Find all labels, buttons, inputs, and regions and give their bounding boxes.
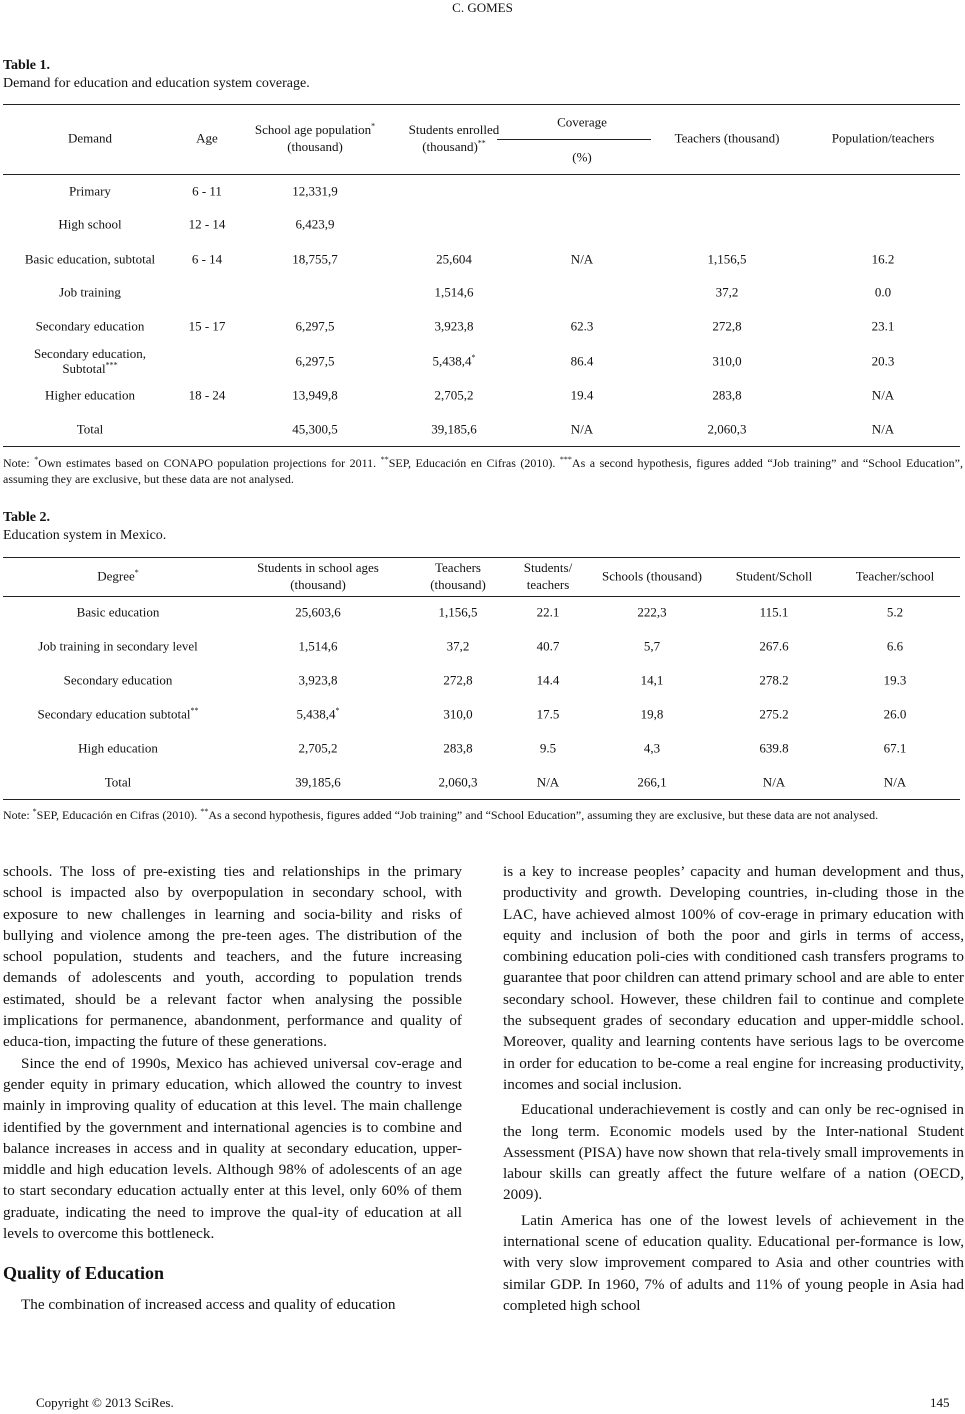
t1-cell: 272,8: [712, 318, 742, 334]
t1-cell: N/A: [871, 421, 895, 437]
t1-cell: 18 - 24: [188, 387, 226, 403]
paragraph: Latin America has one of the lowest levels of achievement in the international scene of education quality. Educational per-formance is low, with very slow improvement compared to Asia and other countries with similar GDP. In 1960, 7% of adults and 11% of young people in Asia had completed high school: [503, 1211, 964, 1314]
t1-cell: 13,949,8: [292, 387, 338, 403]
t2-cell: 1,514,6: [298, 638, 338, 654]
paragraph: The combination of increased access and quality of education: [21, 1296, 396, 1314]
t1-cell: N/A: [871, 387, 895, 403]
t1-header-enrolled: Students enrolled (thousand)**: [408, 122, 500, 154]
t1-cell: 12,331,9: [292, 183, 338, 199]
t2-cell: N/A: [536, 774, 560, 790]
t1-cell: N/A: [570, 421, 594, 437]
table2-top-rule: [3, 557, 960, 558]
t1-cell: 2,705,2: [434, 387, 474, 403]
footer-copyright: Copyright © 2013 SciRes.: [36, 1395, 174, 1410]
t1-cell: 310,0: [712, 353, 742, 369]
t1-cell: 18,755,7: [292, 251, 338, 267]
t2-cell: Secondary education: [63, 672, 173, 688]
t2-cell: 5,7: [643, 638, 661, 654]
t2-cell: 266,1: [637, 774, 667, 790]
t1-cell: Basic education, subtotal: [24, 251, 156, 267]
table2-label: Table 2.: [3, 510, 50, 525]
t1-cell: 20.3: [871, 353, 895, 369]
t2-cell: Job training in secondary level: [38, 638, 198, 654]
t2-cell: 14.4: [536, 672, 560, 688]
t2-cell: 3,923,8: [298, 672, 338, 688]
t2-cell: 40.7: [536, 638, 560, 654]
paragraph: schools. The loss of pre-existing ties and relationships in the primary school is impacted also by overpopulation in secondary school, with exposure to new challenges in learning and socia-bility and risks of bullying and violence among the pre-teen ages. The distribution of the school population, students and teachers, and the future increasing demands of adolescents and youth, according to population trends estimated, should be a relevant factor when analysing the possible implications for permanence, abandonment, performance and quality of educa-tion, impacting the future of these generations.: [3, 863, 462, 1051]
t2-cell: 4,3: [643, 740, 661, 756]
t1-header-teachers: Teachers (thousand): [674, 130, 780, 146]
t1-cell: 1,156,5: [707, 251, 747, 267]
footer-page-number: 145: [930, 1395, 950, 1410]
t2-cell: 2,060,3: [438, 774, 478, 790]
t2-cell: 267.6: [759, 638, 789, 654]
t2-cell: High education: [78, 740, 158, 756]
table2-header-rule: [3, 596, 960, 597]
t2-cell: 5.2: [886, 604, 904, 620]
table2-bottom-rule: [3, 799, 960, 800]
t2-header-student-school: Student/Scholl: [735, 568, 813, 584]
t2-cell: 6.6: [886, 638, 904, 654]
t2-cell: 283,8: [443, 740, 473, 756]
t2-cell: Total: [104, 774, 132, 790]
t2-cell: 25,603,6: [295, 604, 341, 620]
t1-cell: 86.4: [570, 353, 594, 369]
table1-header-rule: [3, 174, 960, 175]
paragraph: Since the end of 1990s, Mexico has achieved universal cov-erage and gender equity in primary education, which allowed the country to invest mainly in improving quality of education at this level. The main challenge identified by the government and international agencies is to combine and balance increases in access and in quality at secondary education, upper-middle and high education levels. Although 98% of adolescents of an age to start secondary education actually enter at this level, only 60% of them graduate, indicating the need to improve the qual-ity of education at all levels to overcome this bottleneck.: [3, 1054, 462, 1243]
t2-cell: 14,1: [640, 672, 664, 688]
t1-cell: Total: [76, 421, 104, 437]
t1-cell: 45,300,5: [292, 421, 338, 437]
t1-cell: 6,297,5: [295, 353, 335, 369]
t2-cell: 275.2: [759, 706, 789, 722]
t1-cell: Secondary education: [35, 318, 145, 334]
left-column: [3, 861, 462, 1316]
t2-header-teacher-school: Teacher/school: [855, 568, 935, 584]
t1-cell: 23.1: [871, 318, 895, 334]
t1-cell: 15 - 17: [188, 318, 226, 334]
t1-cell: High school: [58, 216, 122, 232]
table1-label: Table 1.: [3, 58, 50, 73]
t1-cell: Job training: [59, 284, 121, 300]
table1-note: Note: *Own estimates based on CONAPO population projections for 2011. **SEP, Educación en Cifras (2010). ***As a second hypothesis, figures added “Job training” and “School Education”, assuming they are exclusive, but these data are not analysed.: [3, 455, 963, 486]
t2-header-students-teachers: Students/ teachers: [523, 560, 573, 592]
t2-cell: 17.5: [536, 706, 560, 722]
t2-cell: Basic education: [76, 604, 160, 620]
table1-bottom-rule: [3, 446, 960, 447]
t2-header-teachers: Teachers (thousand): [430, 560, 486, 592]
t1-cell: 19.4: [570, 387, 594, 403]
t2-cell: 19.3: [883, 672, 907, 688]
table1-top-rule: [3, 104, 960, 105]
t2-cell: 5,438,4*: [296, 706, 340, 722]
t1-cell: 62.3: [570, 318, 594, 334]
t1-cell: 25,604: [436, 251, 472, 267]
t1-cell: 12 - 14: [188, 216, 226, 232]
t1-header-coverage-unit: (%): [572, 149, 592, 165]
t1-cell: Higher education: [45, 387, 135, 403]
t2-cell: 67.1: [883, 740, 907, 756]
t1-cell: 6 - 11: [192, 183, 222, 199]
t2-cell: N/A: [883, 774, 907, 790]
t1-cell: Primary: [69, 183, 111, 199]
t2-cell: 37,2: [446, 638, 470, 654]
table2-caption: [3, 509, 166, 545]
t1-header-pop-teachers: Population/teachers: [831, 130, 935, 146]
t1-cell: 6,423,9: [295, 216, 335, 232]
t2-cell: 222,3: [637, 604, 667, 620]
t1-cell: 5,438,4*: [432, 353, 476, 369]
t2-cell: Secondary education subtotal**: [37, 706, 199, 722]
t1-cell: 283,8: [712, 387, 742, 403]
t1-cell: 2,060,3: [707, 421, 747, 437]
t2-cell: 278.2: [759, 672, 789, 688]
t2-cell: 272,8: [443, 672, 473, 688]
t2-header-students: Students in school ages (thousand): [257, 560, 379, 592]
t2-cell: 639.8: [759, 740, 789, 756]
t1-cell: 37,2: [715, 284, 739, 300]
t2-cell: 9.5: [539, 740, 557, 756]
t2-header-schools: Schools (thousand): [601, 568, 703, 584]
t2-cell: 22.1: [536, 604, 560, 620]
section-heading: Quality of Education: [3, 1263, 165, 1284]
t2-cell: 19,8: [640, 706, 664, 722]
table2-note: Note: *SEP, Educación en Cifras (2010). **As a second hypothesis, figures added “Job training” and “School Education”, assuming they are exclusive, but these data are not analysed.: [3, 807, 879, 822]
t1-header-coverage: Coverage: [557, 114, 607, 130]
running-head: C. GOMES: [452, 0, 513, 15]
t1-header-age: Age: [196, 130, 218, 146]
t1-cell: Secondary education, Subtotal***: [34, 346, 146, 376]
table2-caption-text: Education system in Mexico.: [3, 528, 167, 543]
t1-cell: 16.2: [871, 251, 895, 267]
paragraph: Educational underachievement is costly and can only be rec-ognised in the long term. Economic models used by the Inter-national Student Assessment (PISA) have now shown that rela-tively small improvements in labour skills can greatly affect the future welfare of a nation (OECD, 2009).: [503, 1101, 964, 1204]
t1-coverage-rule: [497, 139, 651, 140]
t1-cell: 0.0: [874, 284, 892, 300]
t1-cell: 6 - 14: [191, 251, 223, 267]
t1-cell: 1,514,6: [434, 284, 474, 300]
t2-cell: 26.0: [883, 706, 907, 722]
t2-cell: 39,185,6: [295, 774, 341, 790]
right-column: [503, 861, 964, 1316]
t2-cell: 1,156,5: [438, 604, 478, 620]
t1-cell: 6,297,5: [295, 318, 335, 334]
t1-header-school-age-pop: School age population* (thousand): [254, 121, 376, 154]
paragraph: is a key to increase peoples’ capacity and human development and thus, productivity and growth. Developing countries, in-cluding those in the LAC, have achieved almost 100% of cov-erage in primary education with equity and inclusion of both the poor and girls in terms of access, combining education poli-cies with conditioned cash transfers programs to guarantee that poor children can attend primary school and are able to enter secondary school. However, these children fail to continue and complete the subsequent grades of secondary education and upper-middle school. Moreover, quality and learning contents have serious lags to be overcome in order for education to be-come a real engine for increasing productivity, incomes and social inclusion.: [503, 863, 964, 1093]
table1-caption: [3, 57, 310, 93]
t2-cell: 310,0: [443, 706, 473, 722]
t2-cell: N/A: [762, 774, 786, 790]
t2-cell: 115.1: [759, 604, 789, 620]
t1-cell: 39,185,6: [431, 421, 477, 437]
t1-header-demand: Demand: [67, 130, 113, 146]
table1-caption-text: Demand for education and education system coverage.: [3, 76, 310, 91]
t2-cell: 2,705,2: [298, 740, 338, 756]
t1-cell: 3,923,8: [434, 318, 474, 334]
t1-cell: N/A: [570, 251, 594, 267]
t2-header-degree: Degree*: [97, 568, 139, 584]
